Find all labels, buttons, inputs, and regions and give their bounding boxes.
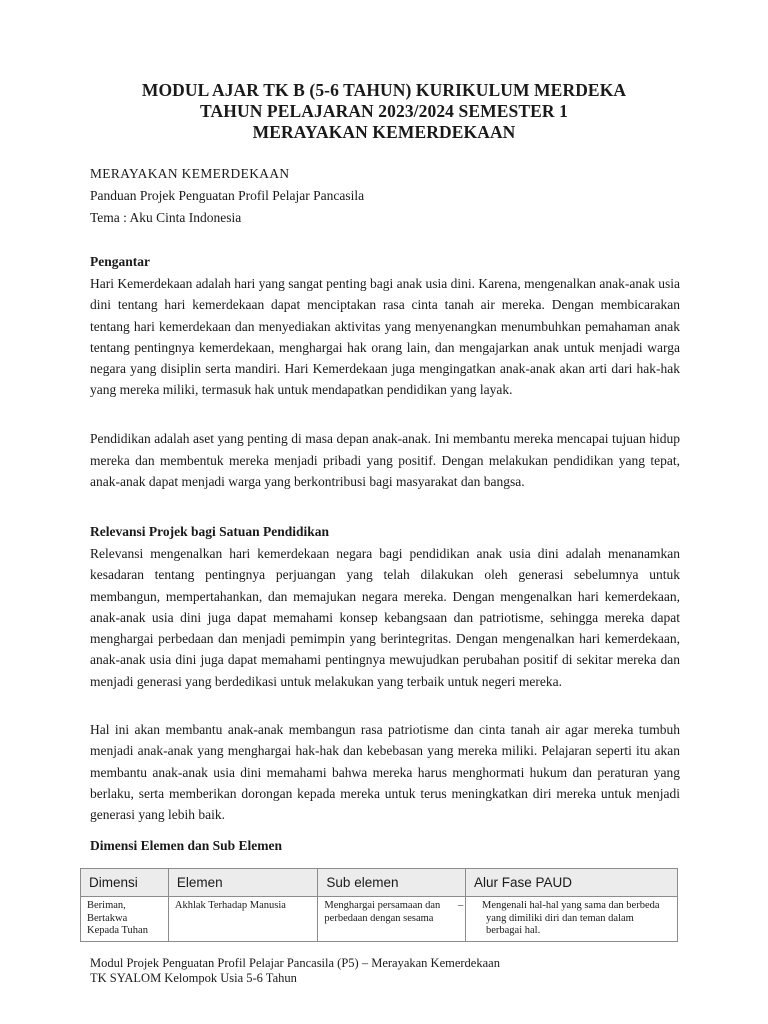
title-line-1: MODUL AJAR TK B (5-6 TAHUN) KURIKULUM MERDEKA — [141, 80, 627, 100]
cell-alur-fase — [457, 897, 677, 942]
title-line-2: TAHUN PELAJARAN 2023/2024 SEMESTER 1 — [200, 101, 568, 121]
column-header: Sub elemen — [318, 869, 466, 897]
pengantar-heading: Pengantar — [90, 254, 150, 269]
table-row — [81, 897, 678, 942]
intro-block — [90, 163, 680, 229]
cell-sub-elemen: Menghargai persamaan dan perbedaan dengan sesama — [318, 897, 466, 942]
column-header: Alur Fase PAUD — [465, 869, 677, 897]
guide-line: Panduan Projek Penguatan Profil Pelajar Pancasila — [90, 188, 365, 203]
relevansi-continued — [90, 719, 680, 825]
section-title: MERAYAKAN KEMERDEKAAN — [90, 166, 290, 181]
dimensi-heading-block — [90, 835, 680, 857]
column-header: Elemen — [168, 869, 318, 897]
relevansi-paragraph-2: Hal ini akan membantu anak-anak membangun rasa patriotisme dan cinta tanah air agar mereka tumbuh menjadi anak-anak yang menghargai hak-hak dan kebebasan yang mereka miliki. Pelajaran seperti itu akan membantu anak-anak usia dini memahami bahwa mereka harus menghormati hukum dan peraturan yang berlaku, serta memberikan dorongan kepada mereka untuk terus meningkatkan diri mereka untuk menjadi generasi yang lebih baik. — [90, 722, 680, 823]
document-title — [0, 80, 768, 143]
column-header: Dimensi — [81, 869, 169, 897]
relevansi-heading: Relevansi Projek bagi Satuan Pendidikan — [90, 524, 330, 539]
dash-bullet: – — [457, 900, 464, 911]
title-line-3: MERAYAKAN KEMERDEKAAN — [252, 122, 516, 142]
footer-line-1: Modul Projek Penguatan Profil Pelajar Pancasila (P5) – Merayakan Kemerdekaan — [90, 956, 500, 970]
pengantar-section — [90, 251, 680, 401]
pengantar-continued — [90, 428, 680, 493]
dimensi-table — [80, 868, 678, 942]
page-footer — [90, 956, 500, 986]
cell-dimensi: Beriman, Bertakwa Kepada Tuhan — [81, 897, 169, 942]
table-header-row — [81, 869, 678, 897]
pengantar-paragraph-1: Hari Kemerdekaan adalah hari yang sangat penting bagi anak usia dini. Karena, mengenalkan anak-anak usia dini tentang hari kemerdekaan dapat menciptakan rasa cinta tanah air mereka. Dengan membicarakan tentang hari kemerdekaan dan menyediakan aktivitas yang menyenangkan menumbuhkan pemahaman anak tentang pentingnya kemerdekaan, menghargai hak orang lain, dan mengajarkan anak untuk menjadi warga negara yang disiplin serta mandiri. Hari Kemerdekaan juga mengingatkan anak-anak akan arti dari hak-hak yang mereka miliki, termasuk hak untuk mendapatkan pendidikan yang layak. — [90, 276, 681, 398]
pengantar-paragraph-2: Pendidikan adalah aset yang penting di masa depan anak-anak. Ini membantu mereka mencapai tujuan hidup mereka dan membentuk mereka menjadi pribadi yang positif. Dengan melakukan pendidikan yang tepat, anak-anak dapat menjadi warga yang berkontribusi bagi masyarakat dan bangsa. — [90, 431, 680, 490]
alur-item — [457, 900, 666, 938]
footer-line-2: TK SYALOM Kelompok Usia 5-6 Tahun — [90, 971, 297, 985]
theme-line: Tema : Aku Cinta Indonesia — [90, 210, 242, 225]
alur-text: Mengenali hal-hal yang sama dan berbeda yang dimiliki diri dan teman dalam berbagai hal. — [481, 900, 660, 936]
dimensi-heading: Dimensi Elemen dan Sub Elemen — [90, 838, 283, 853]
cell-elemen: Akhlak Terhadap Manusia — [168, 897, 318, 942]
relevansi-paragraph-1: Relevansi mengenalkan hari kemerdekaan negara bagi pendidikan anak usia dini adalah menanamkan kesadaran tentang pentingnya perjuangan yang telah dilakukan oleh generasi sebelumnya untuk membangun, mempertahankan, dan memajukan negara mereka. Dengan mengenalkan hari kemerdekaan, anak-anak usia dini juga dapat memahami konsep kebangsaan dan patriotisme, sehingga mereka dapat menghargai perbedaan dan menjadi pemimpin yang berintegritas. Dengan mengenalkan hari kemerdekaan, anak-anak usia dini juga dapat memahami pentingnya mewujudkan perubahan positif di sekitar mereka dan menjadi generasi yang berdedikasi untuk melakukan yang terbaik untuk negeri mereka. — [90, 546, 680, 689]
relevansi-section — [90, 521, 680, 692]
